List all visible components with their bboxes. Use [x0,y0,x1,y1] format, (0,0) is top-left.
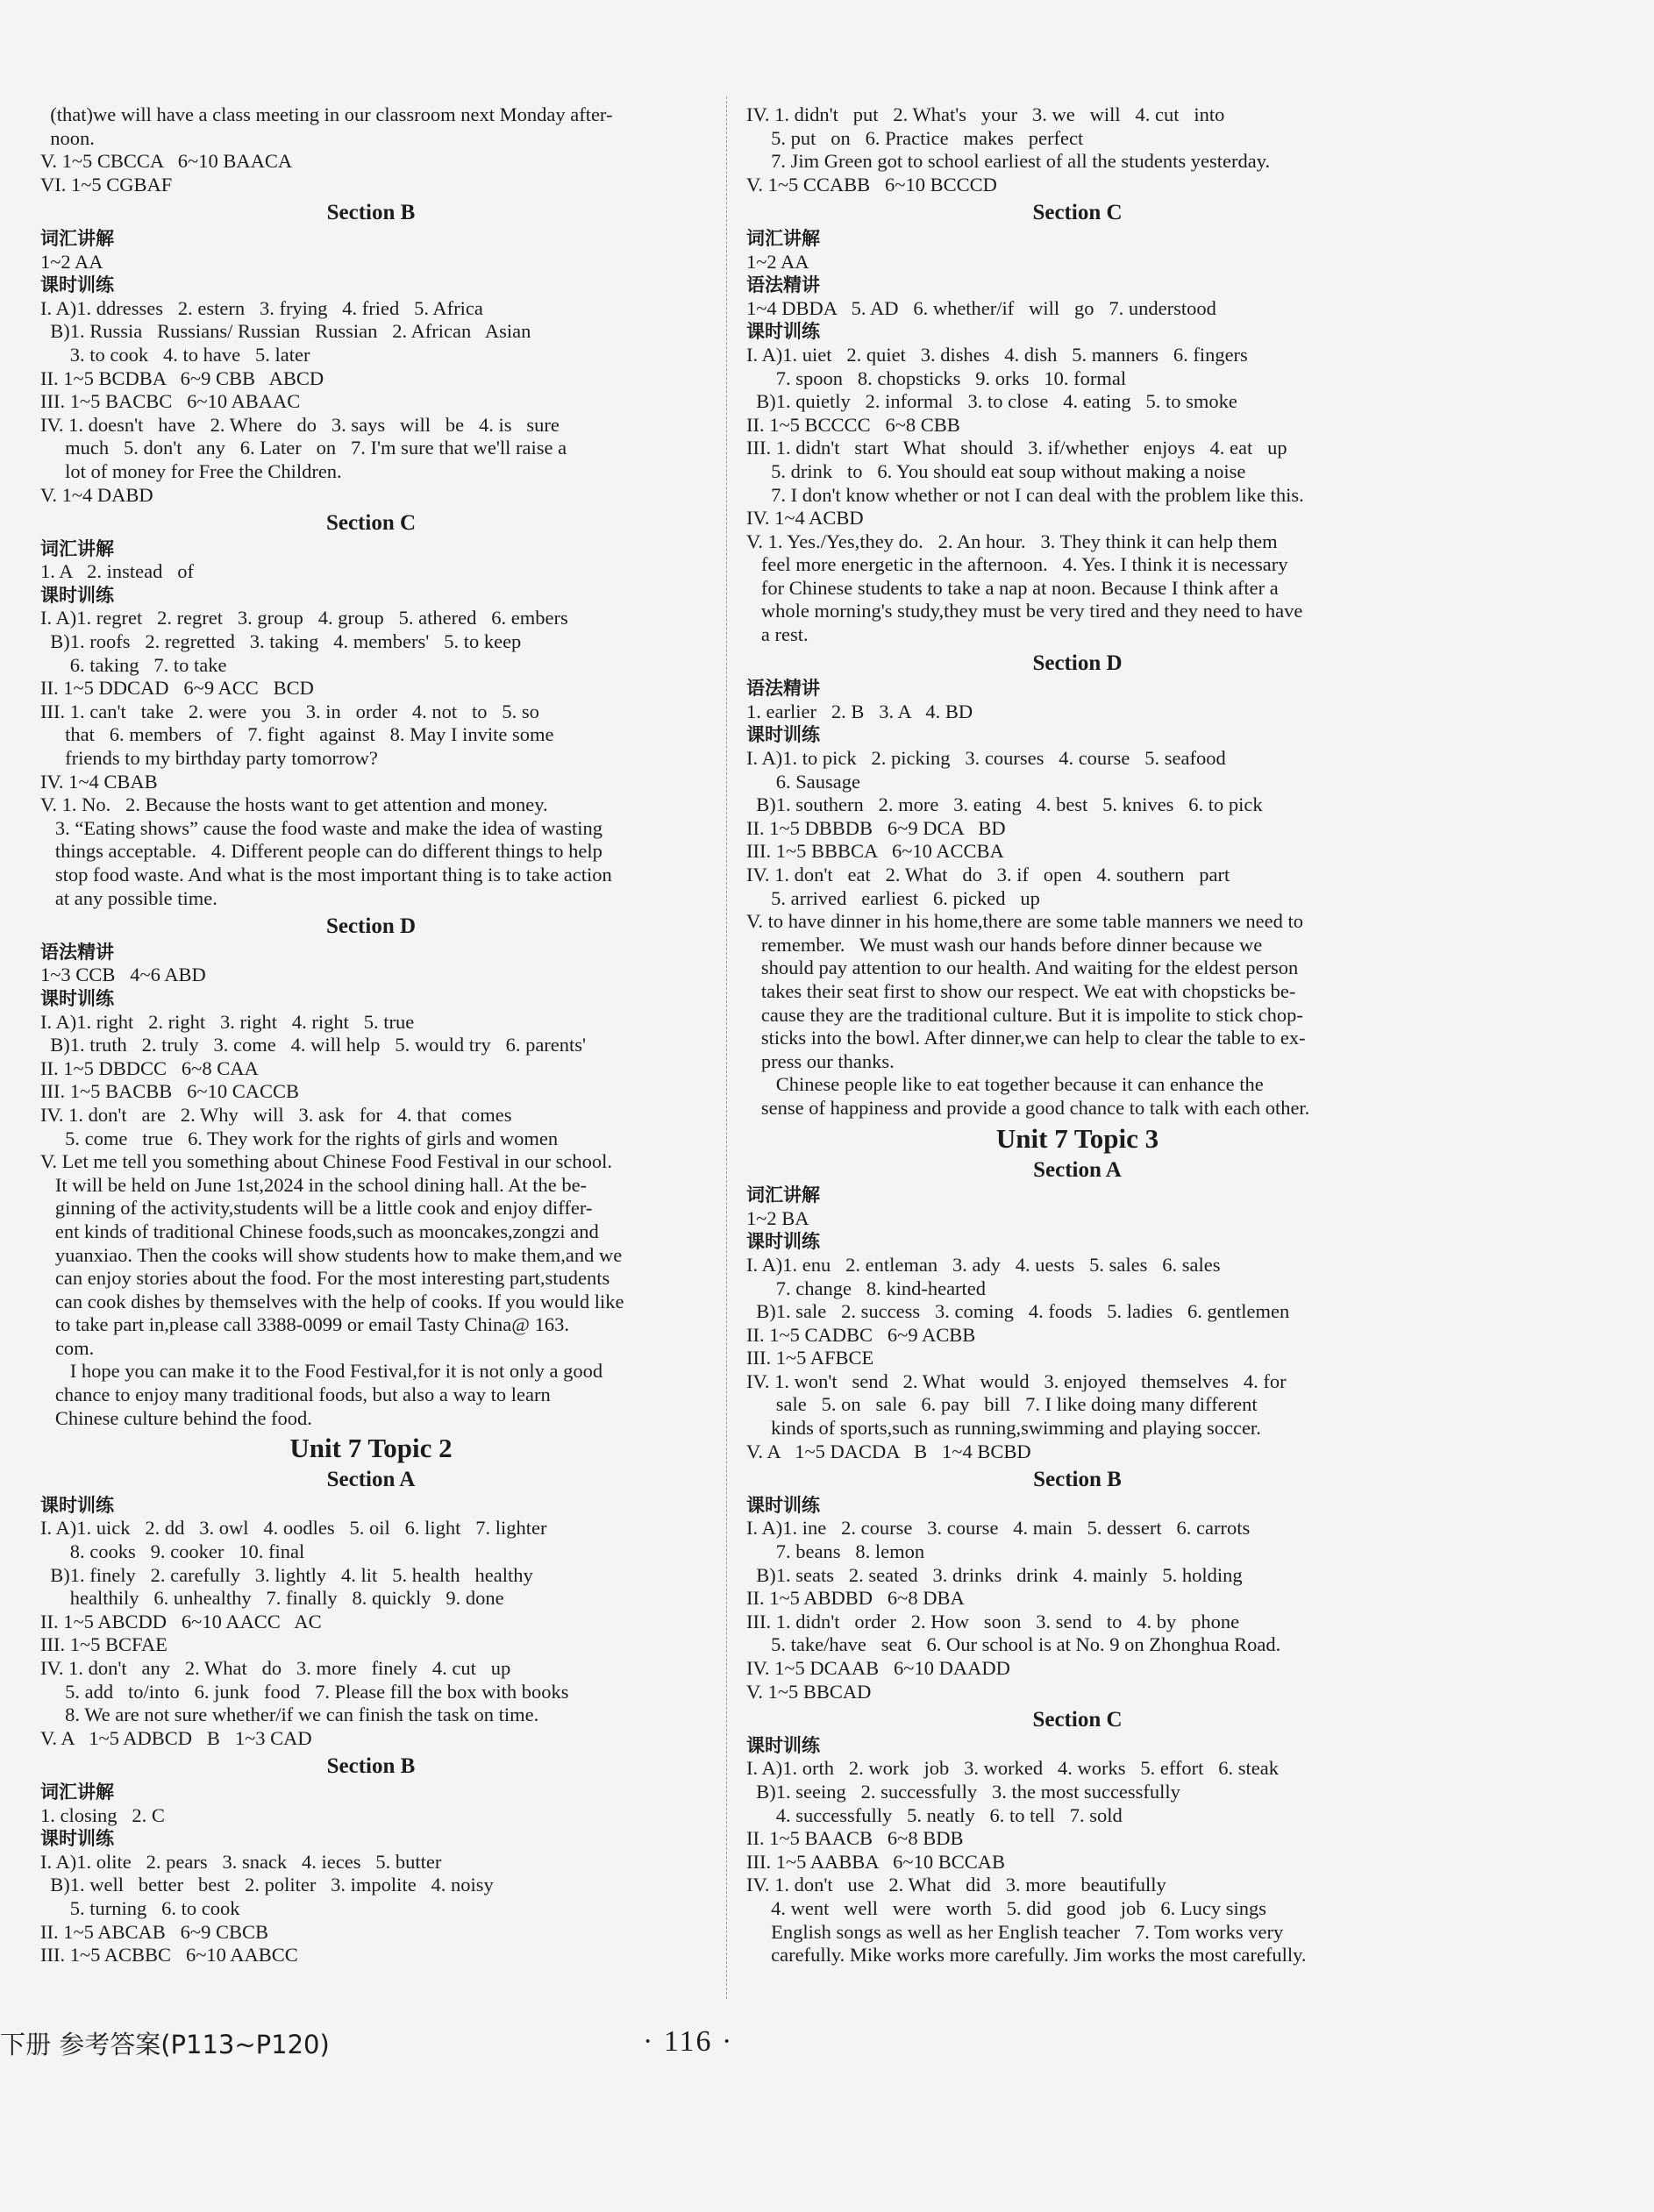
part-label: 课时训练 [40,1828,114,1850]
answer-line: com. [40,1336,95,1359]
answer-line: 7. spoon 8. chopsticks 9. orks 10. formal [746,366,1127,389]
answer-line: I hope you can make it to the Food Festival,for it is not only a good [40,1360,603,1383]
answer-line: stop food waste. And what is the most important thing is to take action [40,864,612,886]
answer-line: V. 1. Yes./Yes,they do. 2. An hour. 3. They think it can help them [746,530,1278,552]
answer-line: IV. 1. doesn't have 2. Where do 3. says will be 4. is sure [40,413,560,436]
answer-line: B)1. sale 2. success 3. coming 4. foods 5. ladies 6. gentlemen [746,1300,1290,1323]
answer-line: at any possible time. [40,886,217,909]
section-heading: Section D [325,914,417,939]
answer-line: 7. Jim Green got to school earliest of all the students yesterday. [746,150,1271,173]
page-footer [0,2025,1654,2064]
answer-line: to take part in,please call 3388-0099 or email Tasty China@ 163. [40,1313,569,1336]
section-heading: Section C [325,511,417,536]
answer-line: B)1. roofs 2. regretted 3. taking 4. members' 5. to keep [40,630,522,653]
part-label: 词汇讲解 [40,227,114,249]
answer-line: lot of money for Free the Children. [40,459,342,482]
answer-line: IV. 1~5 DCAAB 6~10 DAADD [746,1657,1010,1679]
answer-line: 3. “Eating shows” cause the food waste and make the idea of wasting [40,816,603,839]
answer-line: B)1. Russia Russians/ Russian Russian 2. African Asian [40,320,531,343]
answer-line: 5. take/have seat 6. Our school is at No. 9 on Zhonghua Road. [746,1633,1281,1656]
answer-line: 1. closing 2. C [40,1803,165,1826]
answer-line: 7. beans 8. lemon [746,1540,925,1563]
answer-line: B)1. truth 2. truly 3. come 4. will help 5. would try 6. parents' [40,1034,587,1056]
part-label: 课时训练 [40,1494,114,1516]
answer-line: III. 1. didn't order 2. How soon 3. send to 4. by phone [746,1610,1240,1632]
answer-line: (that)we will have a class meeting in our classroom next Monday after- [40,103,613,125]
part-label: 课时训练 [40,274,114,296]
answer-line: a rest. [746,623,809,646]
column-divider [726,96,727,1999]
part-label: 语法精讲 [746,678,820,700]
answer-line: that 6. members of 7. fight against 8. May I invite some [40,723,554,746]
answer-line: 5. come true 6. They work for the rights of girls and women [40,1127,559,1149]
answer-line: It will be held on June 1st,2024 in the school dining hall. At the be- [40,1173,588,1196]
section-heading: Section B [326,201,416,225]
answer-line: 5. arrived earliest 6. picked up [746,886,1040,909]
answer-line: can cook dishes by themselves with the help of cooks. If you would like [40,1290,624,1312]
answer-line: V. 1~5 BBCAD [746,1680,872,1703]
answer-line: B)1. southern 2. more 3. eating 4. best 5. knives 6. to pick [746,793,1263,816]
answer-line: I. A)1. olite 2. pears 3. snack 4. ieces 5. butter [40,1850,442,1873]
answer-line: I. A)1. ddresses 2. estern 3. frying 4. fried 5. Africa [40,296,483,319]
answer-line: should pay attention to our health. And waiting for the eldest person [746,957,1299,979]
answer-line: for Chinese students to take a nap at noon. Because I think after a [746,576,1279,599]
answer-line: III. 1~5 BCFAE [40,1633,168,1656]
answer-line: whole morning's study,they must be very tired and they need to have [746,600,1303,622]
answer-line: IV. 1~4 ACBD [746,507,864,530]
answer-line: IV. 1. don't use 2. What did 3. more beautifully [746,1874,1166,1896]
answer-line: 5. put on 6. Practice makes perfect [746,126,1084,149]
answer-line: B)1. finely 2. carefully 3. lightly 4. lit 5. health healthy [40,1563,533,1586]
unit-heading: Unit 7 Topic 2 [289,1433,453,1464]
answer-line: III. 1~5 BBBCA 6~10 ACCBA [746,840,1004,863]
answer-line: I. A)1. regret 2. regret 3. group 4. group 5. athered 6. embers [40,607,568,629]
answer-line: IV. 1. didn't put 2. What's your 3. we will 4. cut into [746,103,1225,125]
answer-line: can enjoy stories about the food. For the most interesting part,students [40,1267,610,1290]
section-heading: Section B [1033,1468,1122,1492]
answer-line: Chinese culture behind the food. [40,1406,312,1429]
answer-line: III. 1~5 AFBCE [746,1347,874,1369]
answer-line: IV. 1~4 CBAB [40,770,158,793]
part-label: 课时训练 [746,1231,820,1253]
answer-line: cause they are the traditional culture. But it is impolite to stick chop- [746,1003,1303,1026]
answer-line: 6. Sausage [746,770,860,793]
answer-line: II. 1~5 DBDCC 6~8 CAA [40,1056,259,1079]
answer-line: 4. went well were worth 5. did good job 6. Lucy sings [746,1896,1267,1919]
part-label: 词汇讲解 [746,227,820,249]
section-heading: Section A [326,1468,416,1492]
answer-line: 1~2 AA [40,250,103,273]
answer-line: V. 1. No. 2. Because the hosts want to get attention and money. [40,793,548,816]
answer-line: 3. to cook 4. to have 5. later [40,343,310,366]
answer-line: III. 1~5 AABBA 6~10 BCCAB [746,1850,1006,1873]
answer-line: V. to have dinner in his home,there are some table manners we need to [746,910,1304,933]
answer-line: sticks into the bowl. After dinner,we can help to clear the table to ex- [746,1027,1306,1049]
answer-line: 8. cooks 9. cooker 10. final [40,1540,305,1563]
part-label: 词汇讲解 [40,1781,114,1803]
answer-line: V. A 1~5 ADBCD B 1~3 CAD [40,1726,312,1749]
answer-line: IV. 1. won't send 2. What would 3. enjoyed themselves 4. for [746,1369,1287,1392]
answer-line: I. A)1. right 2. right 3. right 4. right 5. true [40,1010,415,1033]
answer-line: I. A)1. enu 2. entleman 3. ady 4. uests 5. sales 6. sales [746,1253,1221,1276]
answer-line: III. 1~5 BACBC 6~10 ABAAC [40,390,301,413]
section-heading: Section C [1032,201,1123,225]
answer-line: IV. 1. don't any 2. What do 3. more finely 4. cut up [40,1657,511,1679]
answer-line: II. 1~5 BCDBA 6~9 CBB ABCD [40,366,324,389]
part-label: 词汇讲解 [746,1184,820,1206]
answer-line: 1~4 DBDA 5. AD 6. whether/if will go 7. understood [746,296,1216,319]
part-label: 课时训练 [746,321,820,343]
answer-line: I. A)1. orth 2. work job 3. worked 4. works 5. effort 6. steak [746,1757,1279,1780]
section-heading: Section A [1033,1157,1122,1182]
answer-line: 8. We are not sure whether/if we can finish the task on time. [40,1703,539,1726]
part-label: 课时训练 [746,1494,820,1516]
answer-line: III. 1. can't take 2. were you 3. in order 4. not to 5. so [40,700,539,722]
answer-line: VI. 1~5 CGBAF [40,173,173,196]
footer-title: 下册 参考答案(P113~P120) [0,2030,330,2059]
answer-line: 1~2 BA [746,1206,809,1229]
answer-line: B)1. well better best 2. politer 3. impolite 4. noisy [40,1874,494,1896]
page-number: · 116 · [643,2025,734,2058]
answer-line: II. 1~5 BAACB 6~8 BDB [746,1827,964,1850]
answer-line: II. 1~5 ABCDD 6~10 AACC AC [40,1610,322,1632]
answer-line: yuanxiao. Then the cooks will show students how to make them,and we [40,1243,623,1266]
answer-line: IV. 1. don't are 2. Why will 3. ask for 4. that comes [40,1103,512,1126]
answer-line: B)1. seeing 2. successfully 3. the most successfully [746,1780,1180,1803]
answer-line: B)1. seats 2. seated 3. drinks drink 4. mainly 5. holding [746,1563,1243,1586]
part-label: 课时训练 [40,987,114,1009]
answer-line: II. 1~5 ABCAB 6~9 CBCB [40,1920,269,1943]
answer-line: 1~2 AA [746,250,809,273]
answer-line: English songs as well as her English teacher 7. Tom works very [746,1920,1284,1943]
part-label: 语法精讲 [746,274,820,296]
answer-line: II. 1~5 DDCAD 6~9 ACC BCD [40,677,314,700]
answer-line: sale 5. on sale 6. pay bill 7. I like doing many different [746,1393,1258,1416]
answer-line: B)1. quietly 2. informal 3. to close 4. eating 5. to smoke [746,390,1237,413]
answer-line: 4. successfully 5. neatly 6. to tell 7. sold [746,1803,1123,1826]
answer-line: III. 1. didn't start What should 3. if/whether enjoys 4. eat up [746,437,1287,459]
answer-line: III. 1~5 BACBB 6~10 CACCB [40,1080,300,1103]
answer-line: ginning of the activity,students will be a little cook and enjoy differ- [40,1197,593,1220]
part-label: 课时训练 [746,724,820,746]
answer-line: Chinese people like to eat together because it can enhance the [746,1073,1264,1096]
answer-line: much 5. don't any 6. Later on 7. I'm sure that we'll raise a [40,437,567,459]
answer-line: 5. drink to 6. You should eat soup without making a noise [746,459,1246,482]
answer-line: V. 1~4 DABD [40,483,153,506]
answer-line: I. A)1. uick 2. dd 3. owl 4. oodles 5. oil 6. light 7. lighter [40,1517,547,1540]
answer-line: IV. 1. don't eat 2. What do 3. if open 4. southern part [746,864,1230,886]
answer-line: friends to my birthday party tomorrow? [40,747,378,770]
part-label: 语法精讲 [40,941,114,963]
answer-line: II. 1~5 ABDBD 6~8 DBA [746,1587,965,1610]
part-label: 课时训练 [40,584,114,606]
answer-line: 1~3 CCB 4~6 ABD [40,964,206,986]
part-label: 课时训练 [746,1734,820,1756]
answer-line: 1. A 2. instead of [40,560,194,583]
answer-line: II. 1~5 DBBDB 6~9 DCA BD [746,816,1006,839]
answer-line: 1. earlier 2. B 3. A 4. BD [746,700,973,722]
answer-line: sense of happiness and provide a good chance to talk with each other. [746,1096,1310,1119]
left-column [40,103,702,1967]
answer-line: 7. I don't know whether or not I can deal with the problem like this. [746,483,1304,506]
answer-line: press our thanks. [746,1049,895,1072]
answer-line: 6. taking 7. to take [40,653,227,676]
answer-line: 7. change 8. kind-hearted [746,1277,987,1299]
answer-line: III. 1~5 ACBBC 6~10 AABCC [40,1944,298,1967]
answer-line: V. A 1~5 DACDA B 1~4 BCBD [746,1440,1031,1462]
answer-line: I. A)1. to pick 2. picking 3. courses 4. course 5. seafood [746,747,1226,770]
section-heading: Section D [1032,651,1123,675]
answer-line: V. 1~5 CBCCA 6~10 BAACA [40,150,293,173]
answer-line: carefully. Mike works more carefully. Jim works the most carefully. [746,1944,1307,1967]
answer-line: kinds of sports,such as running,swimming and playing soccer. [746,1417,1261,1440]
section-heading: Section C [1032,1708,1123,1732]
answer-line: II. 1~5 BCCCC 6~8 CBB [746,413,960,436]
answer-line: chance to enjoy many traditional foods, but also a way to learn [40,1383,551,1406]
answer-line: feel more energetic in the afternoon. 4. Yes. I think it is necessary [746,553,1288,576]
answer-line: takes their seat first to show our respect. We eat with chopsticks be- [746,979,1296,1002]
answer-line: 5. turning 6. to cook [40,1896,240,1919]
answer-line: remember. We must wash our hands before dinner because we [746,933,1263,956]
section-heading: Section B [326,1754,416,1779]
answer-line: ent kinds of traditional Chinese foods,such as mooncakes,zongzi and [40,1220,599,1242]
answer-line: healthily 6. unhealthy 7. finally 8. quickly 9. done [40,1587,504,1610]
answer-line: I. A)1. ine 2. course 3. course 4. main 5. dessert 6. carrots [746,1517,1251,1540]
answer-line: noon. [40,126,95,149]
answer-line: I. A)1. uiet 2. quiet 3. dishes 4. dish 5. manners 6. fingers [746,343,1248,366]
answer-line: 5. add to/into 6. junk food 7. Please fill the box with books [40,1680,569,1703]
answer-line: V. Let me tell you something about Chinese Food Festival in our school. [40,1150,613,1173]
answer-line: II. 1~5 CADBC 6~9 ACBB [746,1323,976,1346]
answer-line: V. 1~5 CCABB 6~10 BCCCD [746,173,997,196]
right-column [746,103,1408,1967]
part-label: 词汇讲解 [40,537,114,559]
answer-line: things acceptable. 4. Different people can do different things to help [40,840,602,863]
unit-heading: Unit 7 Topic 3 [995,1122,1159,1154]
